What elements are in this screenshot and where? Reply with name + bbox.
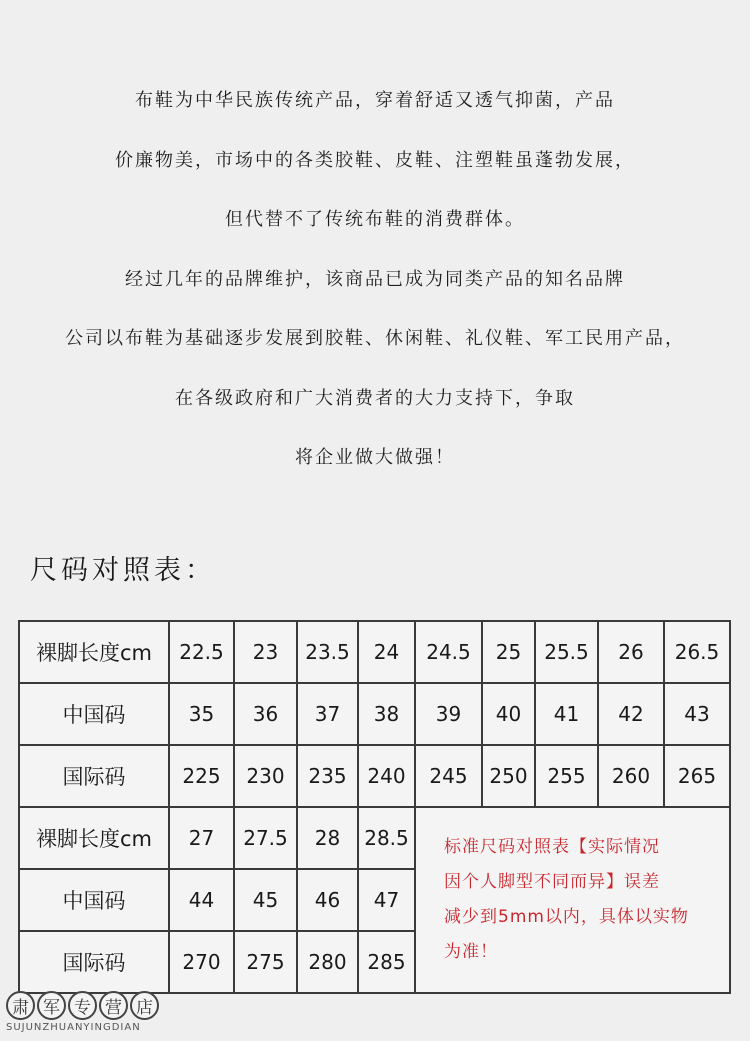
table-cell: 25.5 (535, 621, 598, 683)
note-line: 因个人脚型不同而异】误差 (444, 872, 660, 892)
size-chart-table (18, 620, 731, 994)
table-cell: 235 (297, 745, 358, 807)
intro-line: 在各级政府和广大消费者的大力支持下，争取 (175, 387, 575, 409)
size-note (415, 807, 730, 993)
table-cell: 26.5 (664, 621, 730, 683)
row-label-foot-length: 裸脚长度cm (19, 807, 169, 869)
intro-line: 价廉物美，市场中的各类胶鞋、皮鞋、注塑鞋虽蓬勃发展， (115, 149, 635, 171)
logo-subtitle: SUJUNZHUANYINGDIAN (6, 1022, 141, 1033)
table-cell: 44 (169, 869, 234, 931)
table-cell: 41 (535, 683, 598, 745)
table-cell: 23 (234, 621, 297, 683)
logo-char: 营 (99, 991, 128, 1020)
logo-char: 专 (68, 991, 97, 1020)
intro-line: 经过几年的品牌维护，该商品已成为同类产品的知名品牌 (125, 268, 625, 290)
table-cell: 260 (598, 745, 664, 807)
row-label-intl-size: 国际码 (19, 745, 169, 807)
table-cell: 40 (482, 683, 535, 745)
table-cell: 22.5 (169, 621, 234, 683)
table-cell: 280 (297, 931, 358, 993)
table-cell: 38 (358, 683, 415, 745)
table-cell: 39 (415, 683, 482, 745)
table-cell: 270 (169, 931, 234, 993)
table-cell: 28 (297, 807, 358, 869)
table-cell: 37 (297, 683, 358, 745)
table-cell: 24.5 (415, 621, 482, 683)
row-label-china-size: 中国码 (19, 869, 169, 931)
table-cell: 24 (358, 621, 415, 683)
row-label-foot-length: 裸脚长度cm (19, 621, 169, 683)
table-cell: 23.5 (297, 621, 358, 683)
table-row (19, 683, 730, 745)
note-line: 标准尺码对照表【实际情况 (444, 837, 660, 857)
table-cell: 43 (664, 683, 730, 745)
table-cell: 230 (234, 745, 297, 807)
note-line: 减少到5mm以内，具体以实物 (444, 907, 689, 927)
size-chart-title: 尺码对照表： (30, 555, 216, 586)
intro-line: 布鞋为中华民族传统产品，穿着舒适又透气抑菌，产品 (135, 90, 615, 111)
note-line: 为准！ (444, 942, 498, 962)
table-cell: 27 (169, 807, 234, 869)
table-cell: 265 (664, 745, 730, 807)
table-cell: 36 (234, 683, 297, 745)
table-cell: 245 (415, 745, 482, 807)
table-row (19, 621, 730, 683)
table-cell: 35 (169, 683, 234, 745)
table-cell: 285 (358, 931, 415, 993)
intro-line: 但代替不了传统布鞋的消费群体。 (225, 209, 525, 230)
intro-line: 公司以布鞋为基础逐步发展到胶鞋、休闲鞋、礼仪鞋、军工民用产品， (65, 328, 685, 349)
row-label-intl-size: 国际码 (19, 931, 169, 993)
table-cell: 28.5 (358, 807, 415, 869)
table-cell: 225 (169, 745, 234, 807)
table-row (19, 807, 730, 869)
table-cell: 47 (358, 869, 415, 931)
table-cell: 250 (482, 745, 535, 807)
table-cell: 255 (535, 745, 598, 807)
table-cell: 26 (598, 621, 664, 683)
table-cell: 240 (358, 745, 415, 807)
intro-line: 将企业做大做强！ (295, 447, 455, 468)
table-cell: 27.5 (234, 807, 297, 869)
intro-text (0, 78, 750, 495)
row-label-china-size: 中国码 (19, 683, 169, 745)
logo-char: 店 (130, 991, 159, 1020)
table-cell: 46 (297, 869, 358, 931)
table-cell: 45 (234, 869, 297, 931)
table-row (19, 745, 730, 807)
table-cell: 275 (234, 931, 297, 993)
table-cell: 25 (482, 621, 535, 683)
logo-char: 军 (37, 991, 66, 1020)
logo-char: 肃 (6, 991, 35, 1020)
table-cell: 42 (598, 683, 664, 745)
shop-logo (6, 991, 159, 1033)
